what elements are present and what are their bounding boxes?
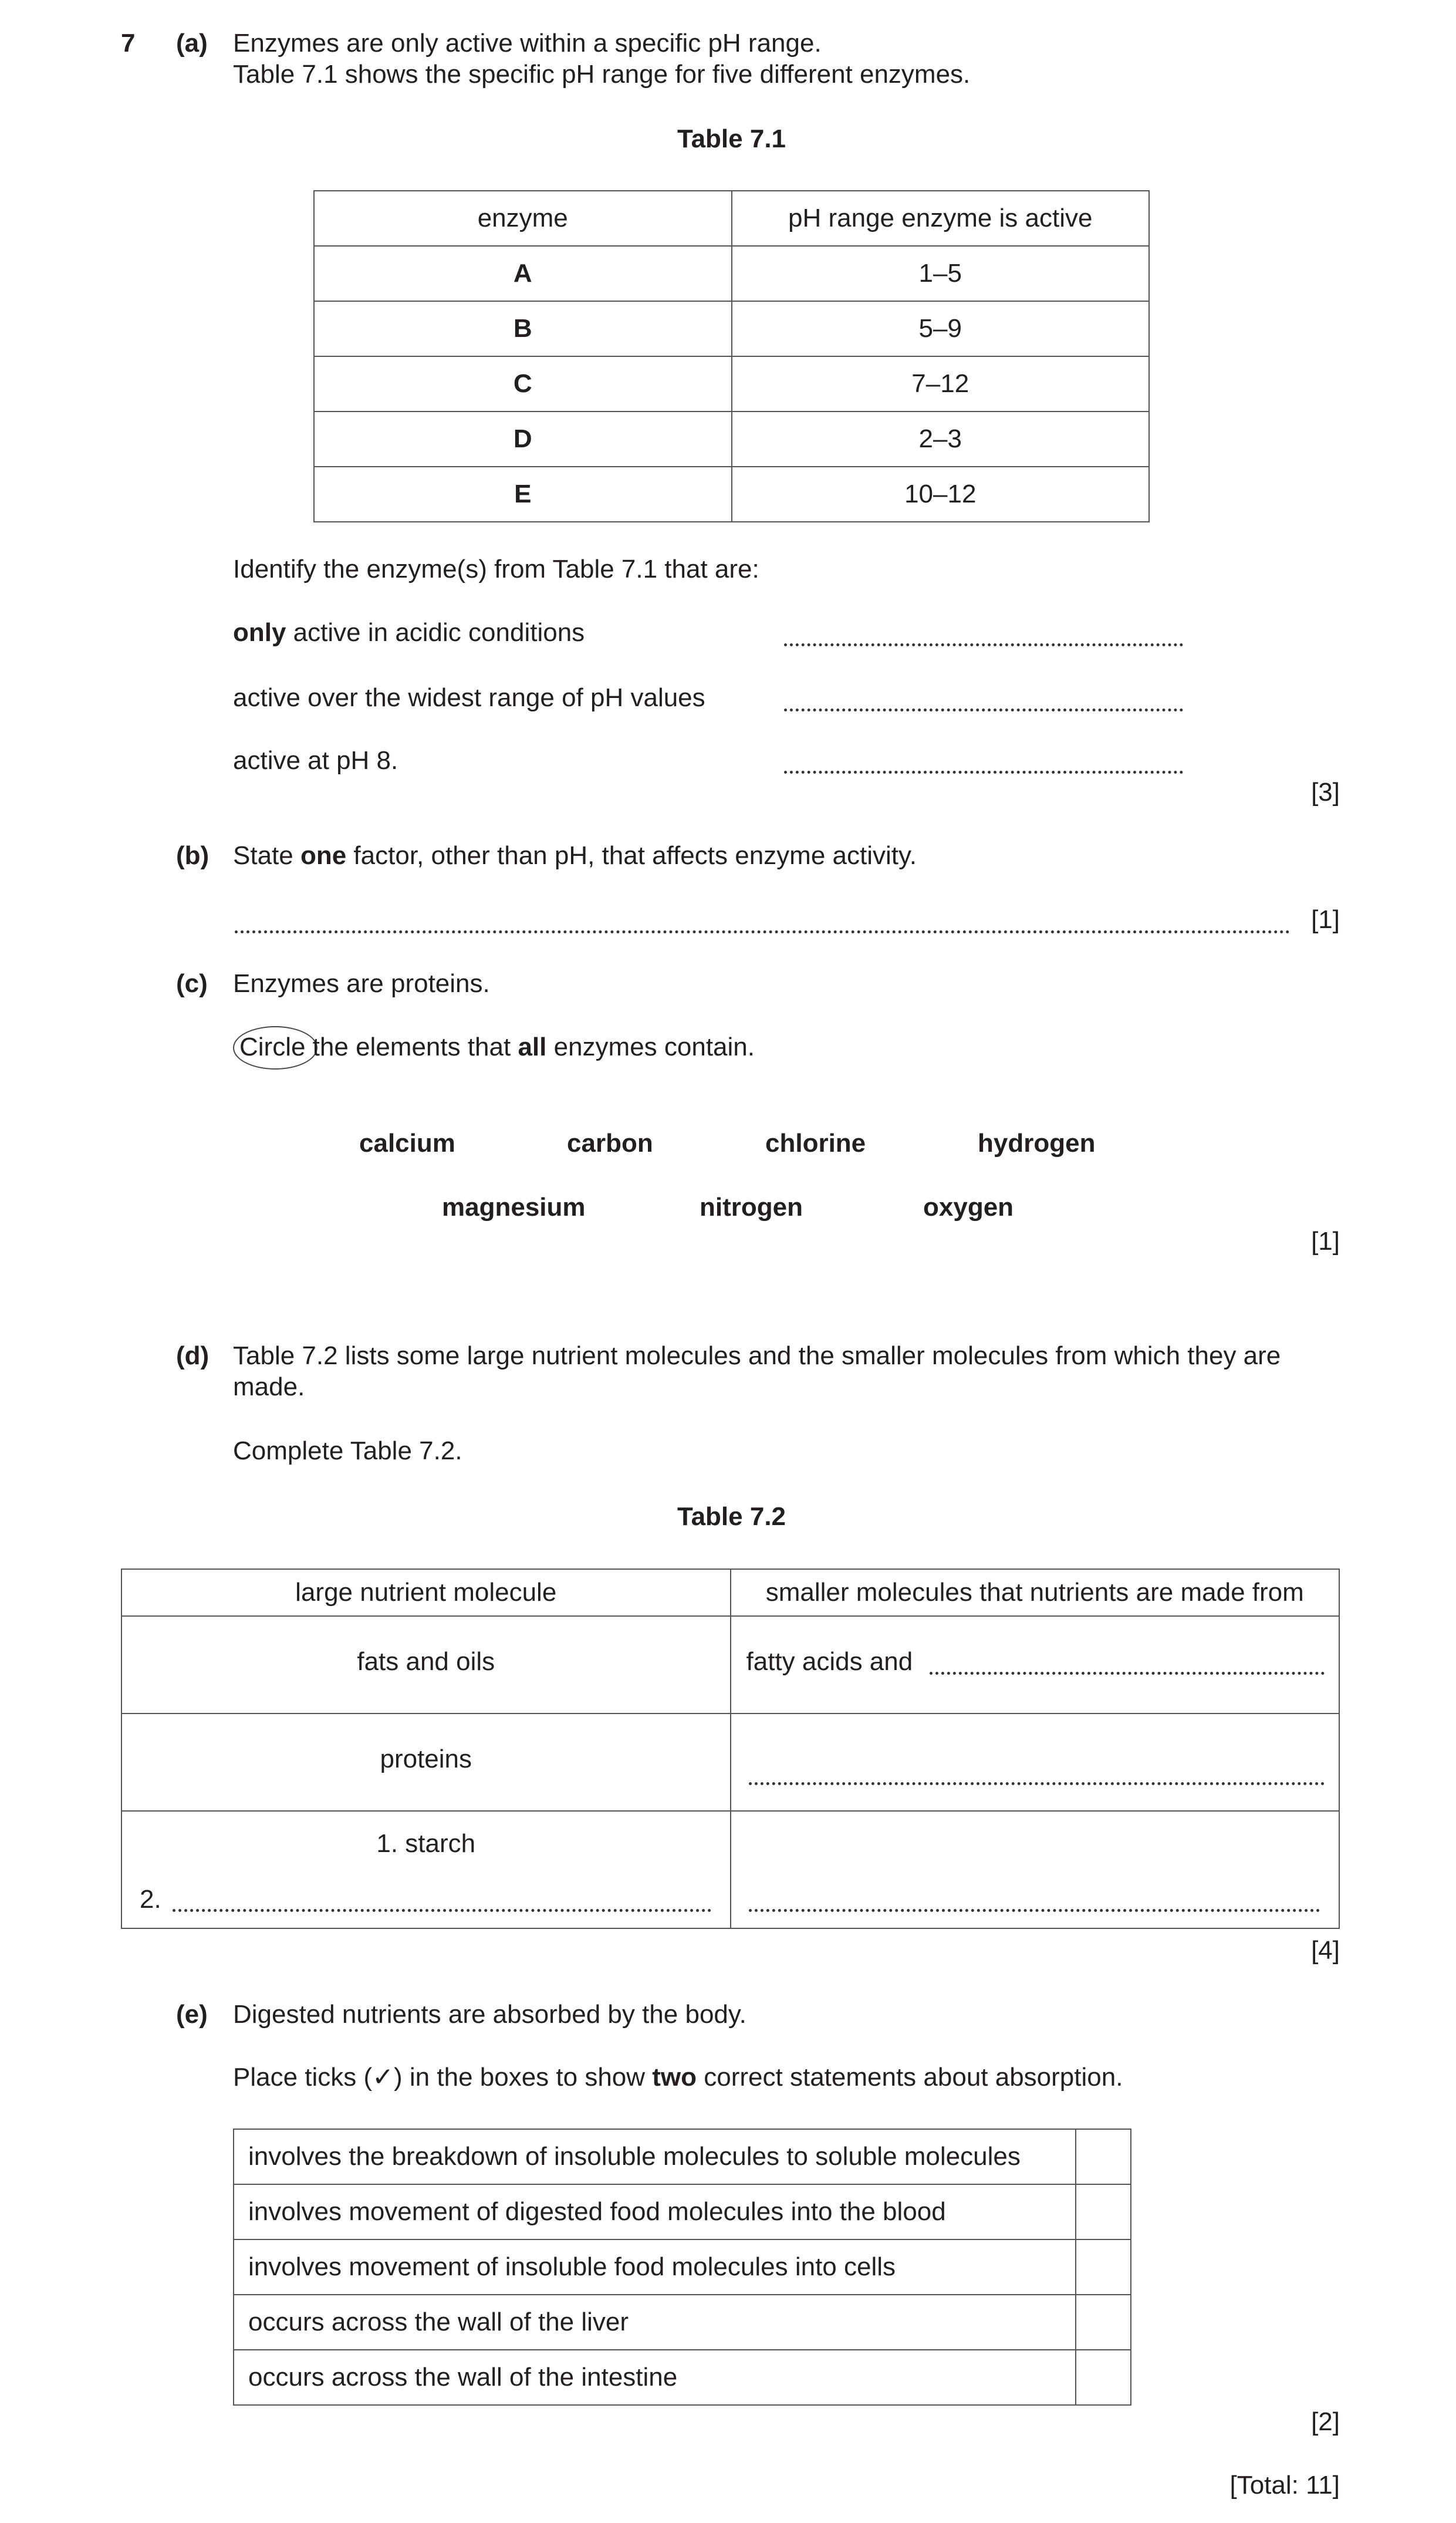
part-d-label: (d) — [176, 1341, 210, 1370]
part-a-label: (a) — [176, 29, 208, 58]
absorption-statements-table — [233, 2129, 1131, 2406]
element-chlorine[interactable]: chlorine — [765, 1129, 866, 1158]
part-c-line1: Enzymes are proteins. — [233, 969, 490, 998]
statement-cell: occurs across the wall of the liver — [234, 2295, 1076, 2350]
table-row — [234, 2295, 1131, 2350]
element-calcium[interactable]: calcium — [359, 1129, 455, 1158]
part-e-line2-post: correct statements about absorption. — [697, 2063, 1123, 2092]
enzyme-cell: A — [314, 246, 732, 301]
element-hydrogen[interactable]: hydrogen — [978, 1129, 1096, 1158]
range-cell: 1–5 — [732, 246, 1150, 301]
table-row — [121, 1811, 1339, 1928]
enzyme-cell: B — [314, 301, 732, 356]
statement-cell: involves movement of insoluble food molecules into cells — [234, 2239, 1076, 2295]
table-row — [234, 2350, 1131, 2405]
part-c-line2-mid: the elements that — [305, 1033, 518, 1061]
table-7-1-header-range: pH range enzyme is active — [732, 191, 1150, 246]
statement-cell: involves movement of digested food molecules into the blood — [234, 2184, 1076, 2239]
answer-line-fats[interactable] — [930, 1672, 1325, 1675]
range-cell: 7–12 — [732, 356, 1150, 411]
table-7-2-header-smaller: smaller molecules that nutrients are made from — [731, 1569, 1340, 1616]
part-e-label: (e) — [176, 2000, 208, 2029]
part-d-marks: [4] — [1311, 1936, 1340, 1965]
table-row — [314, 301, 1149, 356]
table-7-2-header-large: large nutrient molecule — [121, 1569, 731, 1616]
part-e-line2-pre: Place ticks (✓) in the boxes to show — [233, 2063, 653, 2092]
table-row — [314, 356, 1149, 411]
range-cell: 5–9 — [732, 301, 1150, 356]
identify-instruction: Identify the enzyme(s) from Table 7.1 that are: — [233, 555, 759, 583]
table-row — [234, 2184, 1131, 2239]
answer-line-widest-range[interactable] — [784, 709, 1183, 711]
part-c-line2 — [239, 1032, 755, 1063]
answer-line-ph8[interactable] — [784, 771, 1183, 774]
part-e-marks: [2] — [1311, 2407, 1340, 2436]
starch-cell — [121, 1811, 731, 1928]
statement-cell: occurs across the wall of the intestine — [234, 2350, 1076, 2405]
proteins-cell — [121, 1714, 731, 1811]
table-row — [234, 2239, 1131, 2295]
second-molecule-number: 2. — [140, 1885, 161, 1914]
starch-answer-cell — [731, 1811, 1340, 1928]
table-row — [314, 467, 1149, 522]
part-a-marks: [3] — [1311, 778, 1340, 807]
fats-answer-cell — [731, 1616, 1340, 1714]
answer-line-starch-smaller[interactable] — [749, 1909, 1320, 1912]
proteins-label: proteins — [380, 1745, 472, 1773]
part-d-line1: Table 7.2 lists some large nutrient molecules and the smaller molecules from which they are — [233, 1341, 1281, 1370]
part-a-intro-line1: Enzymes are only active within a specific pH range. — [233, 29, 822, 58]
statement-cell: involves the breakdown of insoluble molecules to soluble molecules — [234, 2129, 1076, 2184]
tick-box[interactable] — [1076, 2295, 1131, 2350]
table-7-2-title: Table 7.2 — [677, 1502, 786, 1531]
range-cell: 10–12 — [732, 467, 1150, 522]
tick-box[interactable] — [1076, 2129, 1131, 2184]
element-magnesium[interactable]: magnesium — [442, 1193, 586, 1222]
part-c-label: (c) — [176, 969, 208, 998]
part-c-marks: [1] — [1311, 1227, 1340, 1256]
tick-box[interactable] — [1076, 2239, 1131, 2295]
table-7-2 — [121, 1569, 1340, 1929]
part-b-question — [233, 841, 917, 872]
table-7-1-header-enzyme: enzyme — [314, 191, 732, 246]
table-row — [314, 246, 1149, 301]
answer-line-acidic[interactable] — [784, 643, 1183, 646]
proteins-answer-cell — [731, 1714, 1340, 1811]
question-total: [Total: 11] — [1229, 2471, 1340, 2500]
element-nitrogen[interactable]: nitrogen — [700, 1193, 803, 1222]
table-row — [314, 411, 1149, 467]
part-e-line2 — [233, 2062, 1123, 2093]
widest-range-prompt: active over the widest range of pH values — [233, 683, 705, 712]
part-c-line2-bold: all — [518, 1033, 547, 1061]
answer-line-factor[interactable] — [235, 930, 1290, 933]
part-d-instruction: Complete Table 7.2. — [233, 1436, 462, 1465]
part-b-label: (b) — [176, 841, 210, 870]
table-row — [121, 1714, 1339, 1811]
tick-box[interactable] — [1076, 2350, 1131, 2405]
range-cell: 2–3 — [732, 411, 1150, 467]
enzyme-cell: D — [314, 411, 732, 467]
table-row — [121, 1616, 1339, 1714]
answer-line-proteins[interactable] — [749, 1782, 1325, 1785]
part-e-line1: Digested nutrients are absorbed by the body. — [233, 2000, 746, 2029]
question-number: 7 — [121, 29, 136, 58]
acidic-prompt-bold: only — [233, 618, 286, 647]
enzyme-cell: C — [314, 356, 732, 411]
part-e-line2-bold: two — [652, 2063, 697, 2092]
fats-cell — [121, 1616, 731, 1714]
part-b-text-pre: State — [233, 841, 300, 870]
table-row — [234, 2129, 1131, 2184]
element-oxygen[interactable]: oxygen — [923, 1193, 1014, 1222]
part-b-marks: [1] — [1311, 905, 1340, 934]
table-7-1 — [313, 190, 1150, 522]
element-carbon[interactable]: carbon — [567, 1129, 653, 1158]
acidic-prompt-text: active in acidic conditions — [286, 618, 585, 647]
starch-label: 1. starch — [376, 1829, 476, 1858]
table-7-1-header-row — [314, 191, 1149, 246]
circle-word: Circle — [239, 1033, 306, 1061]
enzyme-cell: E — [314, 467, 732, 522]
part-d-line2: made. — [233, 1372, 305, 1401]
acidic-prompt — [233, 618, 585, 649]
part-b-text-bold: one — [300, 841, 347, 870]
tick-box[interactable] — [1076, 2184, 1131, 2239]
table-7-1-title: Table 7.1 — [677, 124, 786, 153]
part-a-intro-line2: Table 7.1 shows the specific pH range for five different enzymes. — [233, 60, 971, 89]
ph8-prompt: active at pH 8. — [233, 746, 398, 775]
part-b-text-post: factor, other than pH, that affects enzyme activity. — [346, 841, 917, 870]
part-c-line2-end: enzymes contain. — [546, 1033, 755, 1061]
table-7-2-header-row — [121, 1569, 1339, 1616]
fatty-acids-label: fatty acids and — [746, 1647, 913, 1676]
answer-line-second-molecule[interactable] — [173, 1909, 711, 1912]
fats-label: fats and oils — [357, 1647, 495, 1676]
